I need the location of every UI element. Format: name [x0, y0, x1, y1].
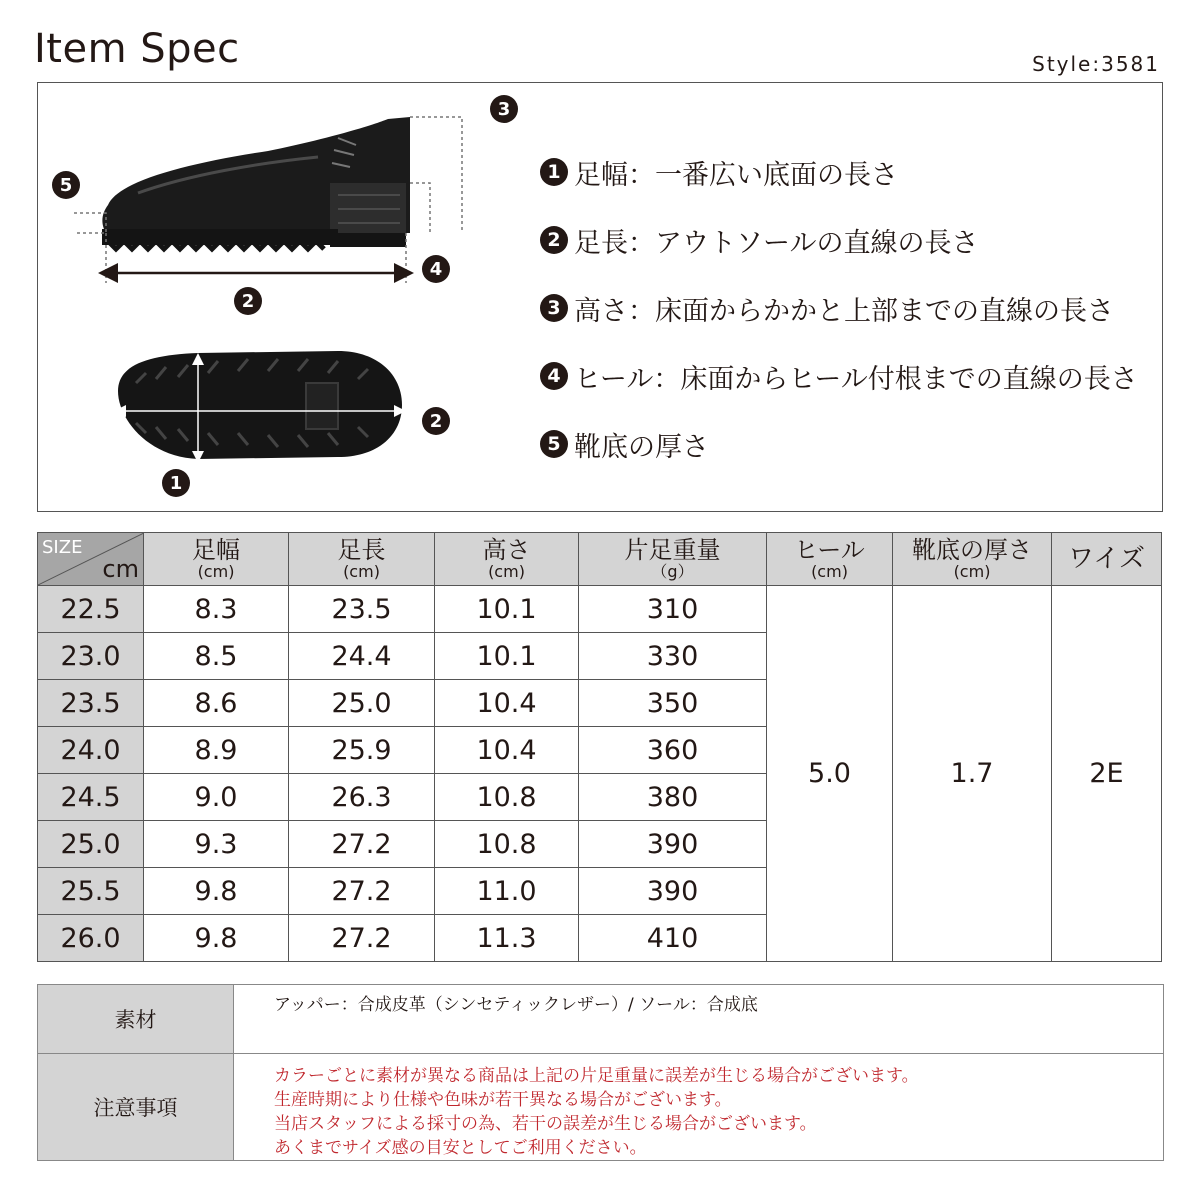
length-cell: 25.0 [289, 680, 435, 727]
number-badge-icon: 4 [540, 362, 568, 390]
table-row [38, 586, 1162, 633]
notes-label: 注意事項 [38, 1054, 234, 1161]
corner-size-label: SIZE [42, 537, 83, 558]
width-cell: 8.6 [144, 680, 289, 727]
notes-value [234, 1054, 1164, 1161]
page-title: Item Spec [34, 26, 240, 72]
height-cell: 10.4 [435, 727, 579, 774]
weight-cell: 410 [579, 915, 767, 962]
legend-item [540, 206, 1138, 274]
marker-5-icon: 5 [52, 171, 80, 199]
weight-cell: 310 [579, 586, 767, 633]
size-cell: 25.0 [38, 821, 144, 868]
marker-4-icon: 4 [422, 255, 450, 283]
width-cell: 9.8 [144, 868, 289, 915]
size-cell: 22.5 [38, 586, 144, 633]
column-header-width: 足幅 (cm) [144, 533, 289, 586]
column-header-length: 足長 (cm) [289, 533, 435, 586]
height-cell: 11.3 [435, 915, 579, 962]
legend-text: 足幅：一番広い底面の長さ [574, 159, 898, 191]
legend-text: 高さ：床面からかかと上部までの直線の長さ [574, 295, 1114, 327]
note-line: あくまでサイズ感の目安としてご利用ください。 [274, 1138, 647, 1158]
legend-item [540, 342, 1138, 410]
column-header-height: 高さ (cm) [435, 533, 579, 586]
width-cell: 9.0 [144, 774, 289, 821]
length-cell: 26.3 [289, 774, 435, 821]
number-badge-icon: 2 [540, 226, 568, 254]
legend-text: ヒール：床面からヒール付根までの直線の長さ [574, 363, 1138, 395]
weight-cell: 390 [579, 868, 767, 915]
size-cell: 23.0 [38, 633, 144, 680]
note-line: カラーごとに素材が異なる商品は上記の片足重量に誤差が生じる場合がございます。 [274, 1066, 919, 1086]
corner-unit-label: cm [102, 555, 139, 583]
size-cell: 25.5 [38, 868, 144, 915]
material-label: 素材 [38, 985, 234, 1054]
size-cell: 23.5 [38, 680, 144, 727]
weight-cell: 350 [579, 680, 767, 727]
column-header-weight: 片足重量 （g） [579, 533, 767, 586]
marker-2-icon: 2 [234, 287, 262, 315]
height-cell: 11.0 [435, 868, 579, 915]
style-code: Style:3581 [1032, 52, 1160, 76]
length-cell: 27.2 [289, 821, 435, 868]
length-cell: 25.9 [289, 727, 435, 774]
shoe-sole-view-icon [118, 351, 402, 459]
legend-text: 足長：アウトソールの直線の長さ [574, 227, 979, 259]
legend-item [540, 138, 1138, 206]
width-cell: 8.5 [144, 633, 289, 680]
info-table [37, 984, 1164, 1161]
height-cell: 10.1 [435, 633, 579, 680]
length-cell: 27.2 [289, 915, 435, 962]
material-value: アッパー：合成皮革（シンセティックレザー）/ ソール：合成底 [234, 985, 1164, 1054]
height-cell: 10.8 [435, 774, 579, 821]
shoe-side-view-icon [102, 117, 410, 249]
note-line: 当店スタッフによる採寸の為、若干の誤差が生じる場合がございます。 [274, 1114, 817, 1134]
measurement-legend [540, 138, 1138, 478]
table-header-row [38, 533, 1162, 586]
note-line: 生産時期により仕様や色味が若干異なる場合がございます。 [274, 1090, 732, 1110]
width-cell: 9.8 [144, 915, 289, 962]
material-row [38, 985, 1164, 1054]
size-corner-header [38, 533, 144, 586]
heel-cell: 5.0 [767, 586, 893, 962]
number-badge-icon: 3 [540, 294, 568, 322]
width-cell: 8.3 [144, 586, 289, 633]
number-badge-icon: 1 [540, 158, 568, 186]
size-cell: 24.5 [38, 774, 144, 821]
length-cell: 24.4 [289, 633, 435, 680]
length-cell: 23.5 [289, 586, 435, 633]
legend-item [540, 410, 1138, 478]
marker-2-sole-icon: 2 [422, 407, 450, 435]
wise-cell: 2E [1052, 586, 1162, 962]
marker-3-icon: 3 [490, 95, 518, 123]
length-cell: 27.2 [289, 868, 435, 915]
weight-cell: 360 [579, 727, 767, 774]
height-cell: 10.8 [435, 821, 579, 868]
size-cell: 24.0 [38, 727, 144, 774]
height-cell: 10.4 [435, 680, 579, 727]
width-cell: 9.3 [144, 821, 289, 868]
column-header-sole: 靴底の厚さ (cm) [893, 533, 1052, 586]
marker-1-icon: 1 [162, 469, 190, 497]
notes-row [38, 1054, 1164, 1161]
legend-item [540, 274, 1138, 342]
width-cell: 8.9 [144, 727, 289, 774]
height-cell: 10.1 [435, 586, 579, 633]
size-cell: 26.0 [38, 915, 144, 962]
weight-cell: 390 [579, 821, 767, 868]
size-table [37, 532, 1162, 962]
weight-cell: 330 [579, 633, 767, 680]
legend-text: 靴底の厚さ [574, 431, 709, 463]
column-header-heel: ヒール (cm) [767, 533, 893, 586]
sole-thickness-cell: 1.7 [893, 586, 1052, 962]
column-header-wise: ワイズ [1052, 533, 1162, 586]
weight-cell: 380 [579, 774, 767, 821]
number-badge-icon: 5 [540, 430, 568, 458]
